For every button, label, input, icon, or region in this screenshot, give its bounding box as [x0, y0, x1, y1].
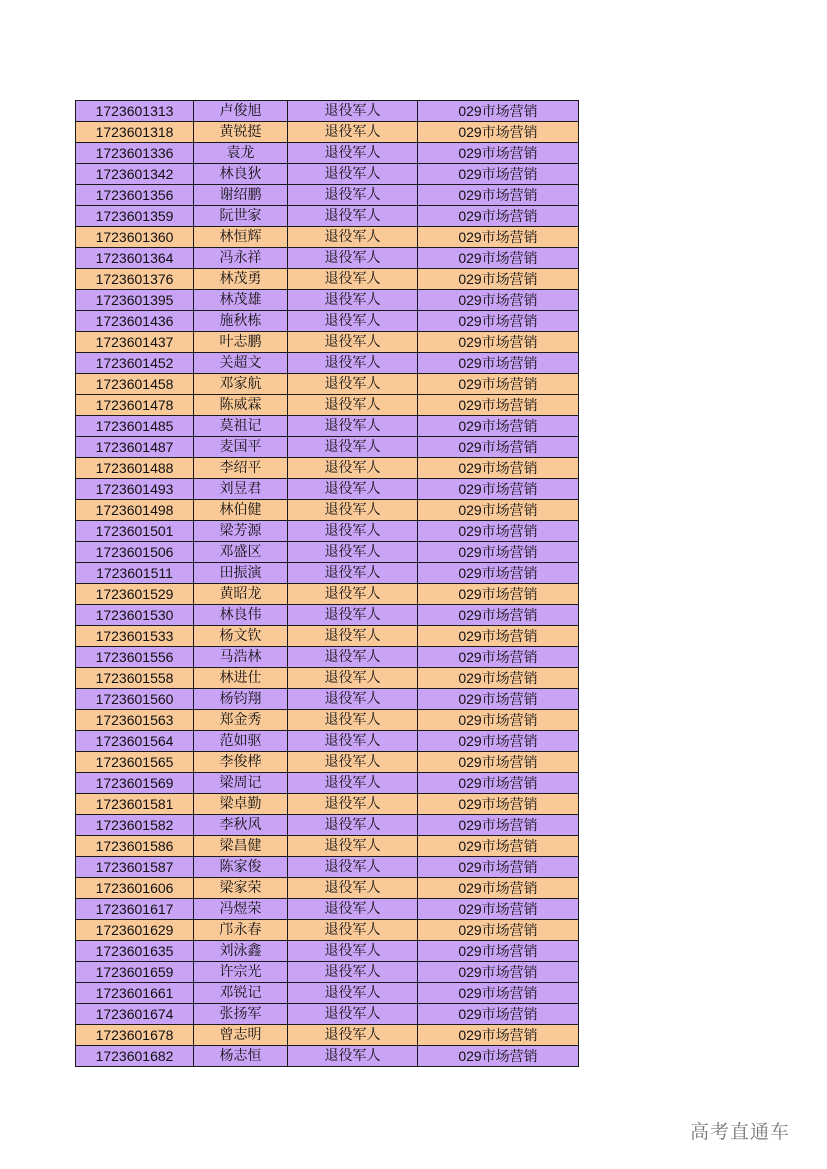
student-name-cell: 邓家航 [194, 374, 288, 395]
category-cell: 退役军人 [288, 752, 418, 773]
category-cell: 退役军人 [288, 479, 418, 500]
student-name-cell: 黄昭龙 [194, 584, 288, 605]
table-row [76, 941, 579, 962]
major-cell: 029市场营销 [418, 836, 579, 857]
table-row [76, 920, 579, 941]
student-id-cell: 1723601493 [76, 479, 194, 500]
major-cell: 029市场营销 [418, 101, 579, 122]
roster-table [75, 100, 579, 1067]
category-cell: 退役军人 [288, 332, 418, 353]
student-id-cell: 1723601318 [76, 122, 194, 143]
student-name-cell: 梁周记 [194, 773, 288, 794]
category-cell: 退役军人 [288, 899, 418, 920]
table-row [76, 878, 579, 899]
student-name-cell: 林良狄 [194, 164, 288, 185]
table-row [76, 815, 579, 836]
student-name-cell: 杨文钦 [194, 626, 288, 647]
student-id-cell: 1723601376 [76, 269, 194, 290]
student-id-cell: 1723601678 [76, 1025, 194, 1046]
table-row [76, 269, 579, 290]
table-row [76, 752, 579, 773]
student-id-cell: 1723601558 [76, 668, 194, 689]
major-cell: 029市场营销 [418, 584, 579, 605]
student-name-cell: 卢俊旭 [194, 101, 288, 122]
category-cell: 退役军人 [288, 542, 418, 563]
student-id-cell: 1723601313 [76, 101, 194, 122]
category-cell: 退役军人 [288, 941, 418, 962]
student-id-cell: 1723601360 [76, 227, 194, 248]
major-cell: 029市场营销 [418, 983, 579, 1004]
major-cell: 029市场营销 [418, 206, 579, 227]
student-name-cell: 李俊桦 [194, 752, 288, 773]
table-row [76, 1046, 579, 1067]
student-name-cell: 袁龙 [194, 143, 288, 164]
major-cell: 029市场营销 [418, 185, 579, 206]
student-id-cell: 1723601437 [76, 332, 194, 353]
table-row [76, 563, 579, 584]
table-row [76, 458, 579, 479]
student-name-cell: 马浩林 [194, 647, 288, 668]
table-row [76, 710, 579, 731]
major-cell: 029市场营销 [418, 794, 579, 815]
student-name-cell: 曾志明 [194, 1025, 288, 1046]
major-cell: 029市场营销 [418, 437, 579, 458]
table-row [76, 731, 579, 752]
student-id-cell: 1723601617 [76, 899, 194, 920]
category-cell: 退役军人 [288, 416, 418, 437]
major-cell: 029市场营销 [418, 857, 579, 878]
student-id-cell: 1723601635 [76, 941, 194, 962]
student-id-cell: 1723601506 [76, 542, 194, 563]
table-row [76, 605, 579, 626]
student-name-cell: 李秋风 [194, 815, 288, 836]
major-cell: 029市场营销 [418, 290, 579, 311]
student-name-cell: 杨志恒 [194, 1046, 288, 1067]
category-cell: 退役军人 [288, 185, 418, 206]
student-name-cell: 梁卓勤 [194, 794, 288, 815]
table-row [76, 836, 579, 857]
category-cell: 退役军人 [288, 878, 418, 899]
student-id-cell: 1723601587 [76, 857, 194, 878]
table-row [76, 227, 579, 248]
student-id-cell: 1723601487 [76, 437, 194, 458]
table-row [76, 584, 579, 605]
student-name-cell: 林茂勇 [194, 269, 288, 290]
student-id-cell: 1723601563 [76, 710, 194, 731]
category-cell: 退役军人 [288, 605, 418, 626]
major-cell: 029市场营销 [418, 731, 579, 752]
student-name-cell: 邝永春 [194, 920, 288, 941]
category-cell: 退役军人 [288, 647, 418, 668]
category-cell: 退役军人 [288, 626, 418, 647]
student-id-cell: 1723601452 [76, 353, 194, 374]
student-name-cell: 谢绍鹏 [194, 185, 288, 206]
category-cell: 退役军人 [288, 773, 418, 794]
table-row [76, 479, 579, 500]
major-cell: 029市场营销 [418, 521, 579, 542]
student-name-cell: 林茂雄 [194, 290, 288, 311]
major-cell: 029市场营销 [418, 479, 579, 500]
student-name-cell: 刘泳鑫 [194, 941, 288, 962]
student-id-cell: 1723601560 [76, 689, 194, 710]
student-name-cell: 施秋栋 [194, 311, 288, 332]
major-cell: 029市场营销 [418, 164, 579, 185]
table-row [76, 773, 579, 794]
category-cell: 退役军人 [288, 122, 418, 143]
table-row [76, 647, 579, 668]
category-cell: 退役军人 [288, 500, 418, 521]
student-name-cell: 林伯健 [194, 500, 288, 521]
major-cell: 029市场营销 [418, 332, 579, 353]
student-name-cell: 张扬军 [194, 1004, 288, 1025]
student-id-cell: 1723601364 [76, 248, 194, 269]
table-row [76, 311, 579, 332]
student-id-cell: 1723601501 [76, 521, 194, 542]
table-row [76, 899, 579, 920]
student-name-cell: 冯永祥 [194, 248, 288, 269]
table-row [76, 521, 579, 542]
student-name-cell: 郑金秀 [194, 710, 288, 731]
student-name-cell: 叶志鹏 [194, 332, 288, 353]
table-row [76, 689, 579, 710]
student-name-cell: 梁昌健 [194, 836, 288, 857]
major-cell: 029市场营销 [418, 143, 579, 164]
major-cell: 029市场营销 [418, 689, 579, 710]
table-row [76, 668, 579, 689]
table-row [76, 437, 579, 458]
table-row [76, 122, 579, 143]
watermark-text: 高考直通车 [690, 1121, 791, 1143]
student-id-cell: 1723601356 [76, 185, 194, 206]
student-name-cell: 林恒辉 [194, 227, 288, 248]
student-id-cell: 1723601530 [76, 605, 194, 626]
student-name-cell: 李绍平 [194, 458, 288, 479]
student-id-cell: 1723601511 [76, 563, 194, 584]
category-cell: 退役军人 [288, 248, 418, 269]
student-name-cell: 林良伟 [194, 605, 288, 626]
student-name-cell: 邓盛区 [194, 542, 288, 563]
student-id-cell: 1723601485 [76, 416, 194, 437]
table-row [76, 416, 579, 437]
student-id-cell: 1723601533 [76, 626, 194, 647]
student-id-cell: 1723601395 [76, 290, 194, 311]
major-cell: 029市场营销 [418, 122, 579, 143]
category-cell: 退役军人 [288, 164, 418, 185]
student-id-cell: 1723601629 [76, 920, 194, 941]
table-row [76, 353, 579, 374]
major-cell: 029市场营销 [418, 962, 579, 983]
table-row [76, 395, 579, 416]
student-id-cell: 1723601564 [76, 731, 194, 752]
category-cell: 退役军人 [288, 269, 418, 290]
major-cell: 029市场营销 [418, 269, 579, 290]
major-cell: 029市场营销 [418, 878, 579, 899]
major-cell: 029市场营销 [418, 899, 579, 920]
category-cell: 退役军人 [288, 584, 418, 605]
category-cell: 退役军人 [288, 731, 418, 752]
major-cell: 029市场营销 [418, 563, 579, 584]
table-row [76, 206, 579, 227]
roster-table-body [76, 101, 579, 1067]
major-cell: 029市场营销 [418, 668, 579, 689]
category-cell: 退役军人 [288, 689, 418, 710]
student-name-cell: 麦国平 [194, 437, 288, 458]
student-id-cell: 1723601359 [76, 206, 194, 227]
student-id-cell: 1723601556 [76, 647, 194, 668]
student-name-cell: 范如驱 [194, 731, 288, 752]
student-id-cell: 1723601606 [76, 878, 194, 899]
major-cell: 029市场营销 [418, 941, 579, 962]
category-cell: 退役军人 [288, 962, 418, 983]
table-row [76, 248, 579, 269]
table-row [76, 500, 579, 521]
student-name-cell: 陈家俊 [194, 857, 288, 878]
category-cell: 退役军人 [288, 143, 418, 164]
major-cell: 029市场营销 [418, 395, 579, 416]
major-cell: 029市场营销 [418, 920, 579, 941]
student-name-cell: 邓锐记 [194, 983, 288, 1004]
student-id-cell: 1723601569 [76, 773, 194, 794]
student-name-cell: 黄锐挺 [194, 122, 288, 143]
table-row [76, 794, 579, 815]
major-cell: 029市场营销 [418, 458, 579, 479]
major-cell: 029市场营销 [418, 500, 579, 521]
table-row [76, 185, 579, 206]
category-cell: 退役军人 [288, 920, 418, 941]
table-row [76, 626, 579, 647]
category-cell: 退役军人 [288, 563, 418, 584]
major-cell: 029市场营销 [418, 416, 579, 437]
student-id-cell: 1723601488 [76, 458, 194, 479]
category-cell: 退役军人 [288, 836, 418, 857]
student-name-cell: 田振演 [194, 563, 288, 584]
table-row [76, 1004, 579, 1025]
student-id-cell: 1723601436 [76, 311, 194, 332]
major-cell: 029市场营销 [418, 647, 579, 668]
student-id-cell: 1723601682 [76, 1046, 194, 1067]
major-cell: 029市场营销 [418, 542, 579, 563]
student-name-cell: 杨钧翔 [194, 689, 288, 710]
table-row [76, 857, 579, 878]
major-cell: 029市场营销 [418, 374, 579, 395]
student-name-cell: 许宗光 [194, 962, 288, 983]
table-row [76, 332, 579, 353]
category-cell: 退役军人 [288, 1046, 418, 1067]
table-row [76, 164, 579, 185]
student-id-cell: 1723601565 [76, 752, 194, 773]
category-cell: 退役军人 [288, 311, 418, 332]
major-cell: 029市场营销 [418, 605, 579, 626]
table-row [76, 290, 579, 311]
category-cell: 退役军人 [288, 710, 418, 731]
student-id-cell: 1723601529 [76, 584, 194, 605]
major-cell: 029市场营销 [418, 227, 579, 248]
student-name-cell: 梁家荣 [194, 878, 288, 899]
student-id-cell: 1723601478 [76, 395, 194, 416]
student-id-cell: 1723601336 [76, 143, 194, 164]
major-cell: 029市场营销 [418, 815, 579, 836]
major-cell: 029市场营销 [418, 1004, 579, 1025]
student-name-cell: 梁芳源 [194, 521, 288, 542]
student-id-cell: 1723601659 [76, 962, 194, 983]
category-cell: 退役军人 [288, 458, 418, 479]
category-cell: 退役军人 [288, 395, 418, 416]
category-cell: 退役军人 [288, 794, 418, 815]
student-id-cell: 1723601661 [76, 983, 194, 1004]
category-cell: 退役军人 [288, 206, 418, 227]
category-cell: 退役军人 [288, 815, 418, 836]
student-id-cell: 1723601458 [76, 374, 194, 395]
student-name-cell: 冯煜荣 [194, 899, 288, 920]
category-cell: 退役军人 [288, 521, 418, 542]
category-cell: 退役军人 [288, 437, 418, 458]
major-cell: 029市场营销 [418, 1046, 579, 1067]
student-id-cell: 1723601586 [76, 836, 194, 857]
student-id-cell: 1723601582 [76, 815, 194, 836]
student-name-cell: 莫祖记 [194, 416, 288, 437]
student-id-cell: 1723601342 [76, 164, 194, 185]
table-row [76, 1025, 579, 1046]
student-name-cell: 阮世家 [194, 206, 288, 227]
student-name-cell: 刘昱君 [194, 479, 288, 500]
student-id-cell: 1723601674 [76, 1004, 194, 1025]
major-cell: 029市场营销 [418, 710, 579, 731]
major-cell: 029市场营销 [418, 773, 579, 794]
category-cell: 退役军人 [288, 290, 418, 311]
category-cell: 退役军人 [288, 857, 418, 878]
major-cell: 029市场营销 [418, 353, 579, 374]
table-row [76, 143, 579, 164]
student-id-cell: 1723601498 [76, 500, 194, 521]
table-row [76, 101, 579, 122]
table-row [76, 962, 579, 983]
table-row [76, 983, 579, 1004]
major-cell: 029市场营销 [418, 1025, 579, 1046]
student-name-cell: 林进仕 [194, 668, 288, 689]
category-cell: 退役军人 [288, 1004, 418, 1025]
table-row [76, 374, 579, 395]
major-cell: 029市场营销 [418, 248, 579, 269]
major-cell: 029市场营销 [418, 626, 579, 647]
category-cell: 退役军人 [288, 1025, 418, 1046]
category-cell: 退役军人 [288, 668, 418, 689]
student-id-cell: 1723601581 [76, 794, 194, 815]
category-cell: 退役军人 [288, 101, 418, 122]
student-name-cell: 关超文 [194, 353, 288, 374]
category-cell: 退役军人 [288, 374, 418, 395]
category-cell: 退役军人 [288, 227, 418, 248]
table-row [76, 542, 579, 563]
major-cell: 029市场营销 [418, 311, 579, 332]
category-cell: 退役军人 [288, 353, 418, 374]
category-cell: 退役军人 [288, 983, 418, 1004]
major-cell: 029市场营销 [418, 752, 579, 773]
student-name-cell: 陈威霖 [194, 395, 288, 416]
